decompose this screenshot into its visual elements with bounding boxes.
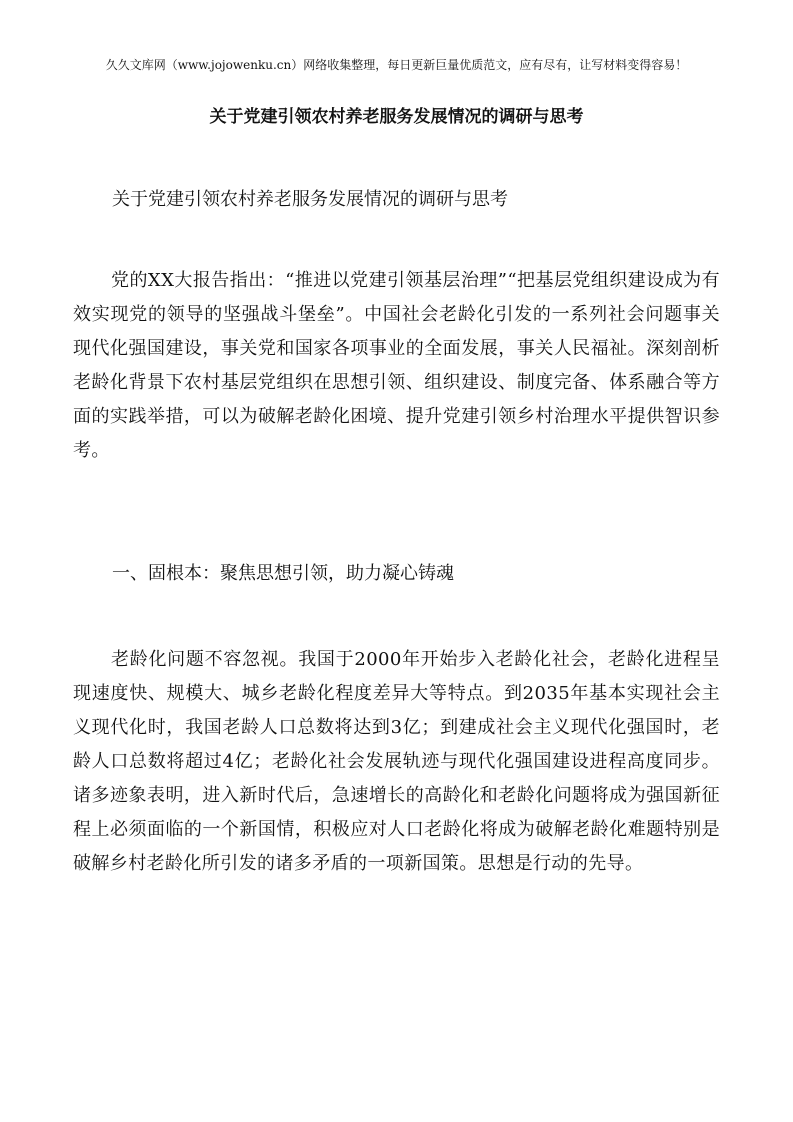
paragraph-aging: 老龄化问题不容忽视。我国于2000年开始步入老龄化社会，老龄化进程呈现速度快、规模大、城乡老龄化程度差异大等特点。到2035年基本实现社会主义现代化时，我国老龄人口总数将达到3亿；到建成社会主义现代化强国时，老龄人口总数将超过4亿；老龄化社会发展轨迹与现代化强国建设进程高度同步。诸多迹象表明，进入新时代后，急速增长的高龄化和老龄化问题将成为强国新征程上必须面临的一个新国情，积极应对人口老龄化将成为破解老龄化难题特别是破解乡村老龄化所引发的诸多矛盾的一项新国策。思想是行动的先导。 <box>73 649 720 874</box>
paragraph-intro: 党的XX大报告指出：“推进以党建引领基层治理”“把基层党组织建设成为有效实现党的领导的坚强战斗堡垒”。中国社会老龄化引发的一系列社会问题事关现代化强国建设，事关党和国家各项事业的全面发展，事关人民福祉。深刻剖析老龄化背景下农村基层党组织在思想引领、组织建设、制度完备、体系融合等方面的实践举措，可以为破解老龄化困境、提升党建引领乡村治理水平提供智识参考。 <box>73 270 720 461</box>
document-title: 关于党建引领农村养老服务发展情况的调研与思考 <box>209 107 584 127</box>
document-subtitle: 关于党建引领农村养老服务发展情况的调研与思考 <box>112 189 508 210</box>
section-heading: 一、固根本：聚焦思想引领，助力凝心铸魂 <box>112 563 454 584</box>
page-header-note: 久久文库网（www.jojowenku.cn）网络收集整理，每日更新巨量优质范文，应有尽有，让写材料变得容易！ <box>105 58 688 72</box>
